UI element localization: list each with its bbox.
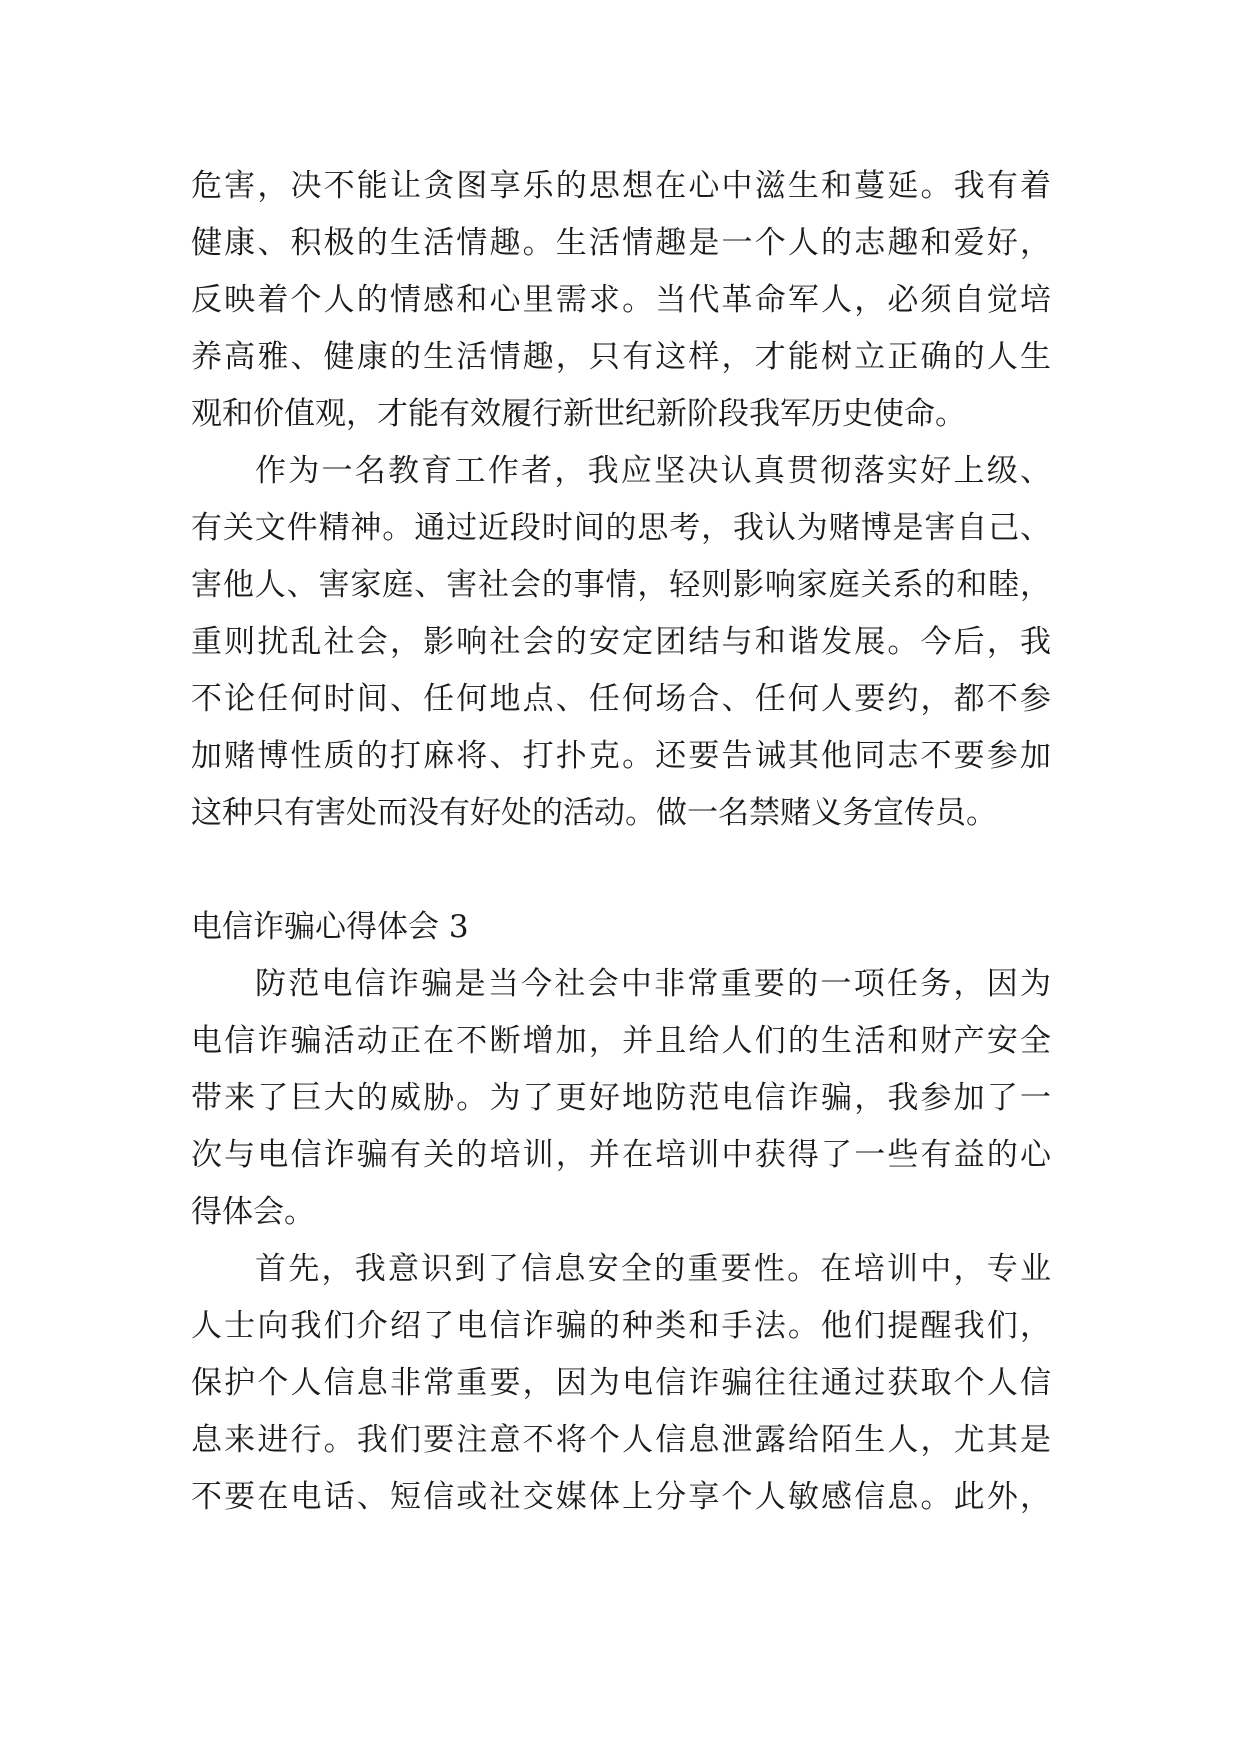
paragraph-line: 得体会。 — [191, 1194, 315, 1230]
paragraph-line: 保护个人信息非常重要，因为电信诈骗往往通过获取个人信 — [191, 1365, 1051, 1401]
paragraph-line: 加赌博性质的打麻将、打扑克。还要告诫其他同志不要参加 — [191, 738, 1051, 774]
paragraph-line: 重则扰乱社会，影响社会的安定团结与和谐发展。今后，我 — [191, 624, 1051, 660]
paragraph-line: 害他人、害家庭、害社会的事情，轻则影响家庭关系的和睦， — [191, 567, 1051, 603]
paragraph-line: 息来进行。我们要注意不将个人信息泄露给陌生人，尤其是 — [191, 1422, 1051, 1458]
paragraph-line: 人士向我们介绍了电信诈骗的种类和手法。他们提醒我们， — [191, 1308, 1051, 1344]
paragraph-line: 养高雅、健康的生活情趣，只有这样，才能树立正确的人生 — [191, 339, 1051, 375]
paragraph-line: 电信诈骗活动正在不断增加，并且给人们的生活和财产安全 — [191, 1023, 1051, 1059]
paragraph-line: 不要在电话、短信或社交媒体上分享个人敏感信息。此外， — [191, 1479, 1051, 1515]
paragraph-line: 健康、积极的生活情趣。生活情趣是一个人的志趣和爱好， — [191, 225, 1051, 261]
paragraph-line: 反映着个人的情感和心里需求。当代革命军人，必须自觉培 — [191, 282, 1051, 318]
paragraph-line: 带来了巨大的威胁。为了更好地防范电信诈骗，我参加了一 — [191, 1080, 1051, 1116]
paragraph-line: 首先，我意识到了信息安全的重要性。在培训中，专业 — [255, 1251, 1051, 1287]
paragraph-line: 次与电信诈骗有关的培训，并在培训中获得了一些有益的心 — [191, 1137, 1051, 1173]
paragraph-line: 有关文件精神。通过近段时间的思考，我认为赌博是害自己、 — [191, 510, 1051, 546]
paragraph-line: 危害，决不能让贪图享乐的思想在心中滋生和蔓延。我有着 — [191, 168, 1051, 204]
paragraph-line: 观和价值观，才能有效履行新世纪新阶段我军历史使命。 — [191, 396, 966, 432]
paragraph-line: 防范电信诈骗是当今社会中非常重要的一项任务，因为 — [255, 966, 1051, 1002]
paragraph-line: 作为一名教育工作者，我应坚决认真贯彻落实好上级、 — [255, 453, 1051, 489]
paragraph-line: 不论任何时间、任何地点、任何场合、任何人要约，都不参 — [191, 681, 1051, 717]
section-heading: 电信诈骗心得体会 3 — [191, 909, 469, 945]
paragraph-line: 这种只有害处而没有好处的活动。做一名禁赌义务宣传员。 — [191, 795, 997, 831]
